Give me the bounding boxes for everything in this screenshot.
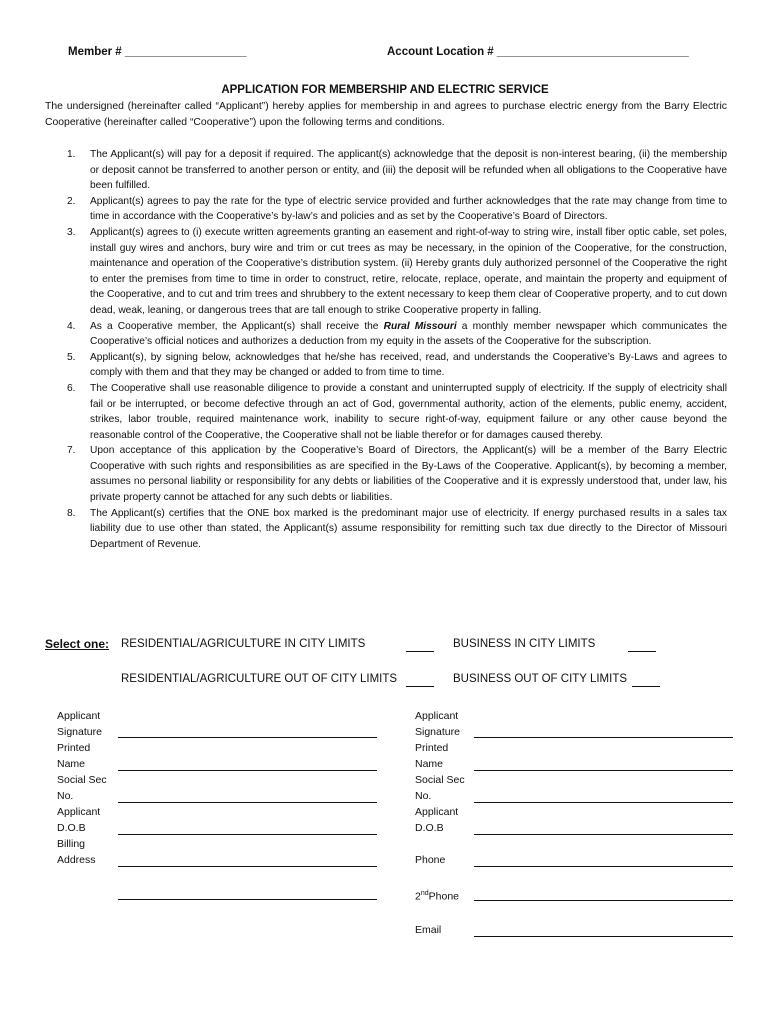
label-social-sec: Social Sec <box>415 774 465 786</box>
option-business-in-city: BUSINESS IN CITY LIMITS <box>453 638 596 650</box>
co-dob-line[interactable] <box>474 834 733 835</box>
select-one-label: Select one: <box>45 637 110 651</box>
terms-list <box>45 147 727 552</box>
option-residential-in-city: RESIDENTIAL/AGRICULTURE IN CITY LIMITS <box>121 638 366 650</box>
second-phone-line[interactable] <box>474 900 733 901</box>
billing-address-line-2[interactable] <box>118 899 377 900</box>
label-no: No. <box>415 790 432 802</box>
term-number: 5. <box>67 351 76 363</box>
term-number: 3. <box>67 226 76 238</box>
newspaper-name: Rural Missouri <box>383 320 457 332</box>
term-text: Applicant(s) agrees to (i) execute written agreements granting an easement and right-of-way to string wire, install fiber optic cable, set poles, install guy wires and anchors, bury wire and trim or cut trees as may be necessary, in the opinion of the Cooperative, for the construction, maintenance and operation of the Cooperative’s distribution system. (ii) Hereby grants duly authorized personnel of the Cooperative the right to enter the premises from time to time in order to construct, retire, relocate, replace, operate, and maintain the property and equipment of the Cooperative, and to cut and trim trees and shrubbery to the extent necessary to keep them clear of Cooperative property, and to cut down dead, weak, leaning, or dangerous trees that are tall enough to strike Cooperative property in falling. <box>90 226 727 316</box>
label-applicant: Applicant <box>57 710 101 722</box>
term-number: 4. <box>67 320 76 332</box>
phone-line[interactable] <box>474 866 733 867</box>
social-sec-line[interactable] <box>118 802 377 803</box>
term-text: The Applicant(s) certifies that the ONE box marked is the predominant major use of electricity. If energy purchased results in a sales tax liability due to use other than stated, the Applicant(s) assume responsibility for remitting such tax due directly to the Director of Missouri Department of Revenue. <box>90 507 727 550</box>
applicant-signature-line[interactable] <box>118 737 377 738</box>
right-field-labels <box>415 708 465 836</box>
term-number: 2. <box>67 195 76 207</box>
term-number: 6. <box>67 382 76 394</box>
term-item <box>45 506 727 553</box>
left-field-labels <box>57 708 107 868</box>
label-billing: Billing <box>57 838 86 850</box>
co-applicant-signature-line[interactable] <box>474 737 733 738</box>
account-location-field[interactable]: Account Location # ______________________________ <box>387 46 689 58</box>
co-social-sec-line[interactable] <box>474 802 733 803</box>
label-printed: Printed <box>415 742 449 754</box>
term-item <box>45 443 727 505</box>
label-printed: Printed <box>57 742 91 754</box>
label-dob: D.O.B <box>57 822 86 834</box>
term-text: Applicant(s), by signing below, acknowledges that he/she has received, read, and understands the Cooperative’s By-Laws and agrees to comply with them and that they may be changed or added to from time to time. <box>90 351 727 379</box>
member-number-field[interactable]: Member # ___________________ <box>68 46 247 58</box>
term-item <box>45 225 727 319</box>
co-printed-name-line[interactable] <box>474 770 733 771</box>
intro-paragraph: The undersigned (hereinafter called “Applicant”) hereby applies for membership in and agrees to purchase electric energy from the Barry Electric Cooperative (hereinafter called “Cooperative”) upon the following terms and conditions. <box>45 101 727 128</box>
term-item <box>45 194 727 225</box>
label-applicant: Applicant <box>57 806 101 818</box>
term-text: a monthly member newspaper which communicates the Cooperative’s official notices and authorizes a deduction from my equity in the assets of the Cooperative for the subscription. <box>90 320 727 348</box>
printed-name-line[interactable] <box>118 770 377 771</box>
label-no: No. <box>57 790 74 802</box>
label-phone: Phone <box>415 854 446 866</box>
label-applicant: Applicant <box>415 806 459 818</box>
option-business-in-city-blank[interactable] <box>628 640 656 652</box>
term-item <box>45 147 727 194</box>
term-item <box>45 350 727 381</box>
label-name: Name <box>415 758 444 770</box>
term-item <box>45 319 727 350</box>
term-item <box>45 381 727 443</box>
option-business-out-city-blank[interactable] <box>632 675 660 687</box>
label-email: Email <box>415 924 442 936</box>
dob-line[interactable] <box>118 834 377 835</box>
term-number: 1. <box>67 149 76 160</box>
label-signature: Signature <box>57 726 102 738</box>
term-text: The Cooperative shall use reasonable diligence to provide a constant and uninterrupted supply of electricity. If the supply of electricity shall fail or be interrupted, or become defective through an act of God, governmental authority, action of the elements, public enemy, accident, strikes, labor trouble, required maintenance work, inability to secure right-of-way, equipment failure or any other cause beyond the reasonable control of the Cooperative, the Cooperative shall not be liable therefor or for damages caused thereby. <box>90 382 727 441</box>
billing-address-line[interactable] <box>118 866 377 867</box>
term-text: Upon acceptance of this application by the Cooperative’s Board of Directors, the Applicant(s) will be a member of the Barry Electric Cooperative with such rights and responsibilities as are specified in the By-Laws of the Cooperative. Applicant(s), by becoming a member, assumes no personal liability or responsibility for any debts or liabilities of the Cooperative and it is expressly understood that, under law, his private property cannot be attached for any such debts or liabilities. <box>90 445 727 504</box>
label-applicant: Applicant <box>415 710 459 722</box>
label-name: Name <box>57 758 86 770</box>
option-residential-out-city-blank[interactable] <box>406 675 434 687</box>
term-number: 7. <box>67 445 76 457</box>
email-line[interactable] <box>474 936 733 937</box>
label-address: Address <box>57 854 96 866</box>
option-business-out-city: BUSINESS OUT OF CITY LIMITS <box>453 673 628 685</box>
option-residential-in-city-blank[interactable] <box>406 640 434 652</box>
term-number: 8. <box>67 507 76 519</box>
label-second-phone: 2ndPhone <box>415 890 460 903</box>
term-text: The Applicant(s) will pay for a deposit if required. The applicant(s) acknowledge that the deposit is non-interest bearing, (ii) the membership or deposit cannot be transferred to another person or entity, and (iii) the deposit will be refunded when all obligations to the Cooperative have been fulfilled. <box>90 149 727 192</box>
label-social-sec: Social Sec <box>57 774 107 786</box>
term-text: Applicant(s) agrees to pay the rate for the type of electric service provided and further acknowledges that the rate may change from time to time in accordance with the Cooperative’s by-law’s and policies and as set by the Cooperative’s Board of Directors. <box>90 195 727 223</box>
label-dob: D.O.B <box>415 822 444 834</box>
page-title: APPLICATION FOR MEMBERSHIP AND ELECTRIC SERVICE <box>221 84 549 96</box>
label-signature: Signature <box>415 726 460 738</box>
term-text: As a Cooperative member, the Applicant(s) shall receive the <box>90 320 384 332</box>
option-residential-out-city: RESIDENTIAL/AGRICULTURE OUT OF CITY LIMITS <box>121 673 398 685</box>
